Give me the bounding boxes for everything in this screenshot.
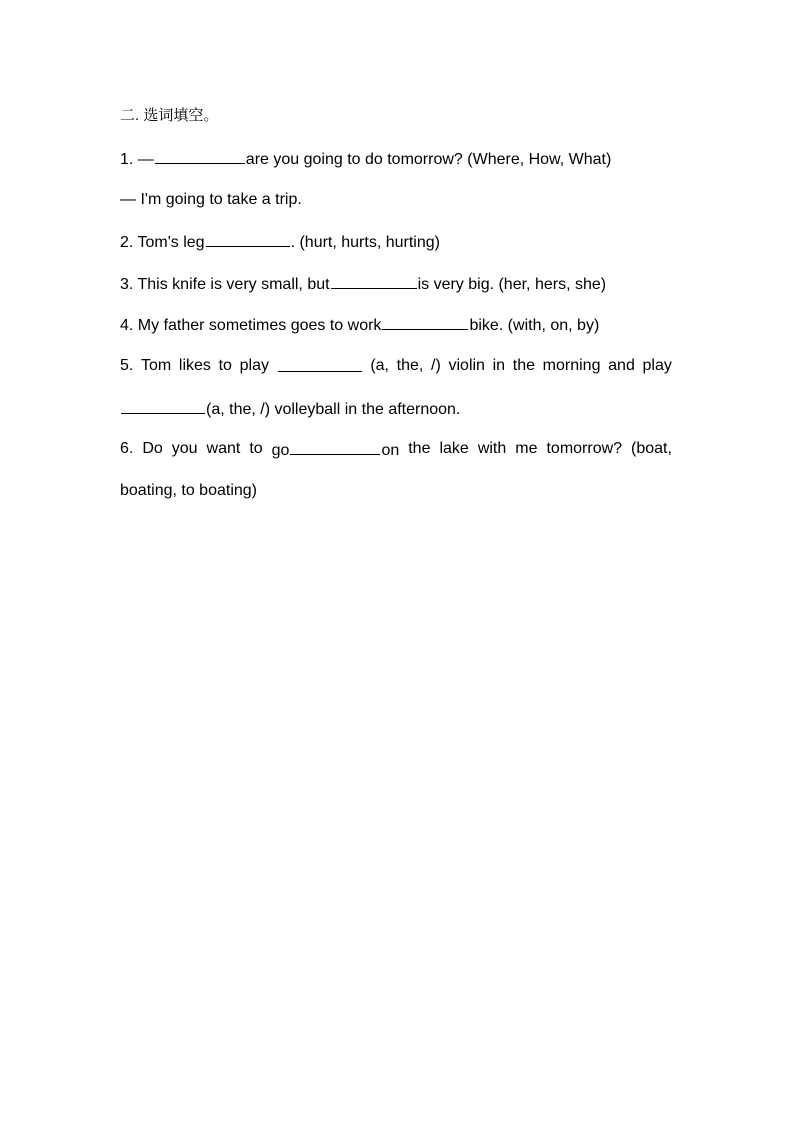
q6-word: lake (439, 440, 469, 457)
question-1-prefix: 1. — (120, 151, 154, 168)
q5-word: (a, (370, 357, 389, 374)
question-5-blank-1[interactable] (278, 356, 362, 372)
q5-word: the, (396, 357, 424, 374)
question-1-answer-line: — I'm going to take a trip. (120, 191, 302, 208)
q6-go-blank-group (272, 439, 400, 459)
q6-word: to (249, 440, 263, 457)
q5-word: Tom (141, 357, 172, 374)
question-3-prefix: 3. This knife is very small, but (120, 276, 330, 293)
q5-word: to (218, 357, 232, 374)
question-6-blank[interactable] (290, 439, 380, 455)
question-4-blank[interactable] (382, 314, 468, 330)
q6-word: Do (142, 440, 163, 457)
question-2 (120, 231, 440, 251)
question-1-suffix: are you going to do tomorrow? (Where, How, What) (245, 151, 612, 168)
question-5-blank-2[interactable] (121, 398, 205, 414)
question-1-blank[interactable] (155, 148, 245, 164)
question-5-line-2 (120, 398, 460, 418)
q6-word: 6. (120, 440, 134, 457)
q5-word: likes (178, 357, 211, 374)
q5-word: and (608, 357, 635, 374)
question-3 (120, 273, 606, 293)
question-4-suffix: bike. (with, on, by) (469, 317, 600, 334)
q6-word: on (381, 442, 400, 459)
q5-word: 5. (120, 357, 134, 374)
question-4-prefix: 4. My father sometimes goes to work (120, 317, 382, 334)
question-2-suffix: . (hurt, hurts, hurting) (290, 234, 440, 251)
q5-word: the (512, 357, 535, 374)
q6-word: with (477, 440, 507, 457)
q6-word: tomorrow? (546, 440, 623, 457)
q6-word: the (408, 440, 431, 457)
question-6-line-2: boating, to boating) (120, 482, 257, 499)
question-5-line-2-suffix: (a, the, /) volleyball in the afternoon. (206, 401, 461, 418)
q5-word: in (492, 357, 506, 374)
question-2-prefix: 2. Tom's leg (120, 234, 205, 251)
q5-word: play (239, 357, 269, 374)
question-4 (120, 314, 599, 334)
q6-word: go (271, 442, 290, 459)
question-1 (120, 148, 611, 168)
question-2-blank[interactable] (206, 231, 290, 247)
q5-word: /) (431, 357, 441, 374)
question-3-suffix: is very big. (her, hers, she) (417, 276, 607, 293)
q6-word: (boat, (631, 440, 672, 457)
q6-word: me (515, 440, 538, 457)
question-6-line-1 (120, 439, 672, 459)
q5-word: play (642, 357, 672, 374)
worksheet-page (120, 0, 672, 1122)
q5-word: violin (448, 357, 485, 374)
q5-word: morning (542, 357, 601, 374)
section-title: 二. 选词填空。 (120, 107, 219, 124)
q6-word: want (206, 440, 241, 457)
q6-word: you (171, 440, 198, 457)
question-5-line-1 (120, 356, 672, 376)
question-3-blank[interactable] (331, 273, 417, 289)
